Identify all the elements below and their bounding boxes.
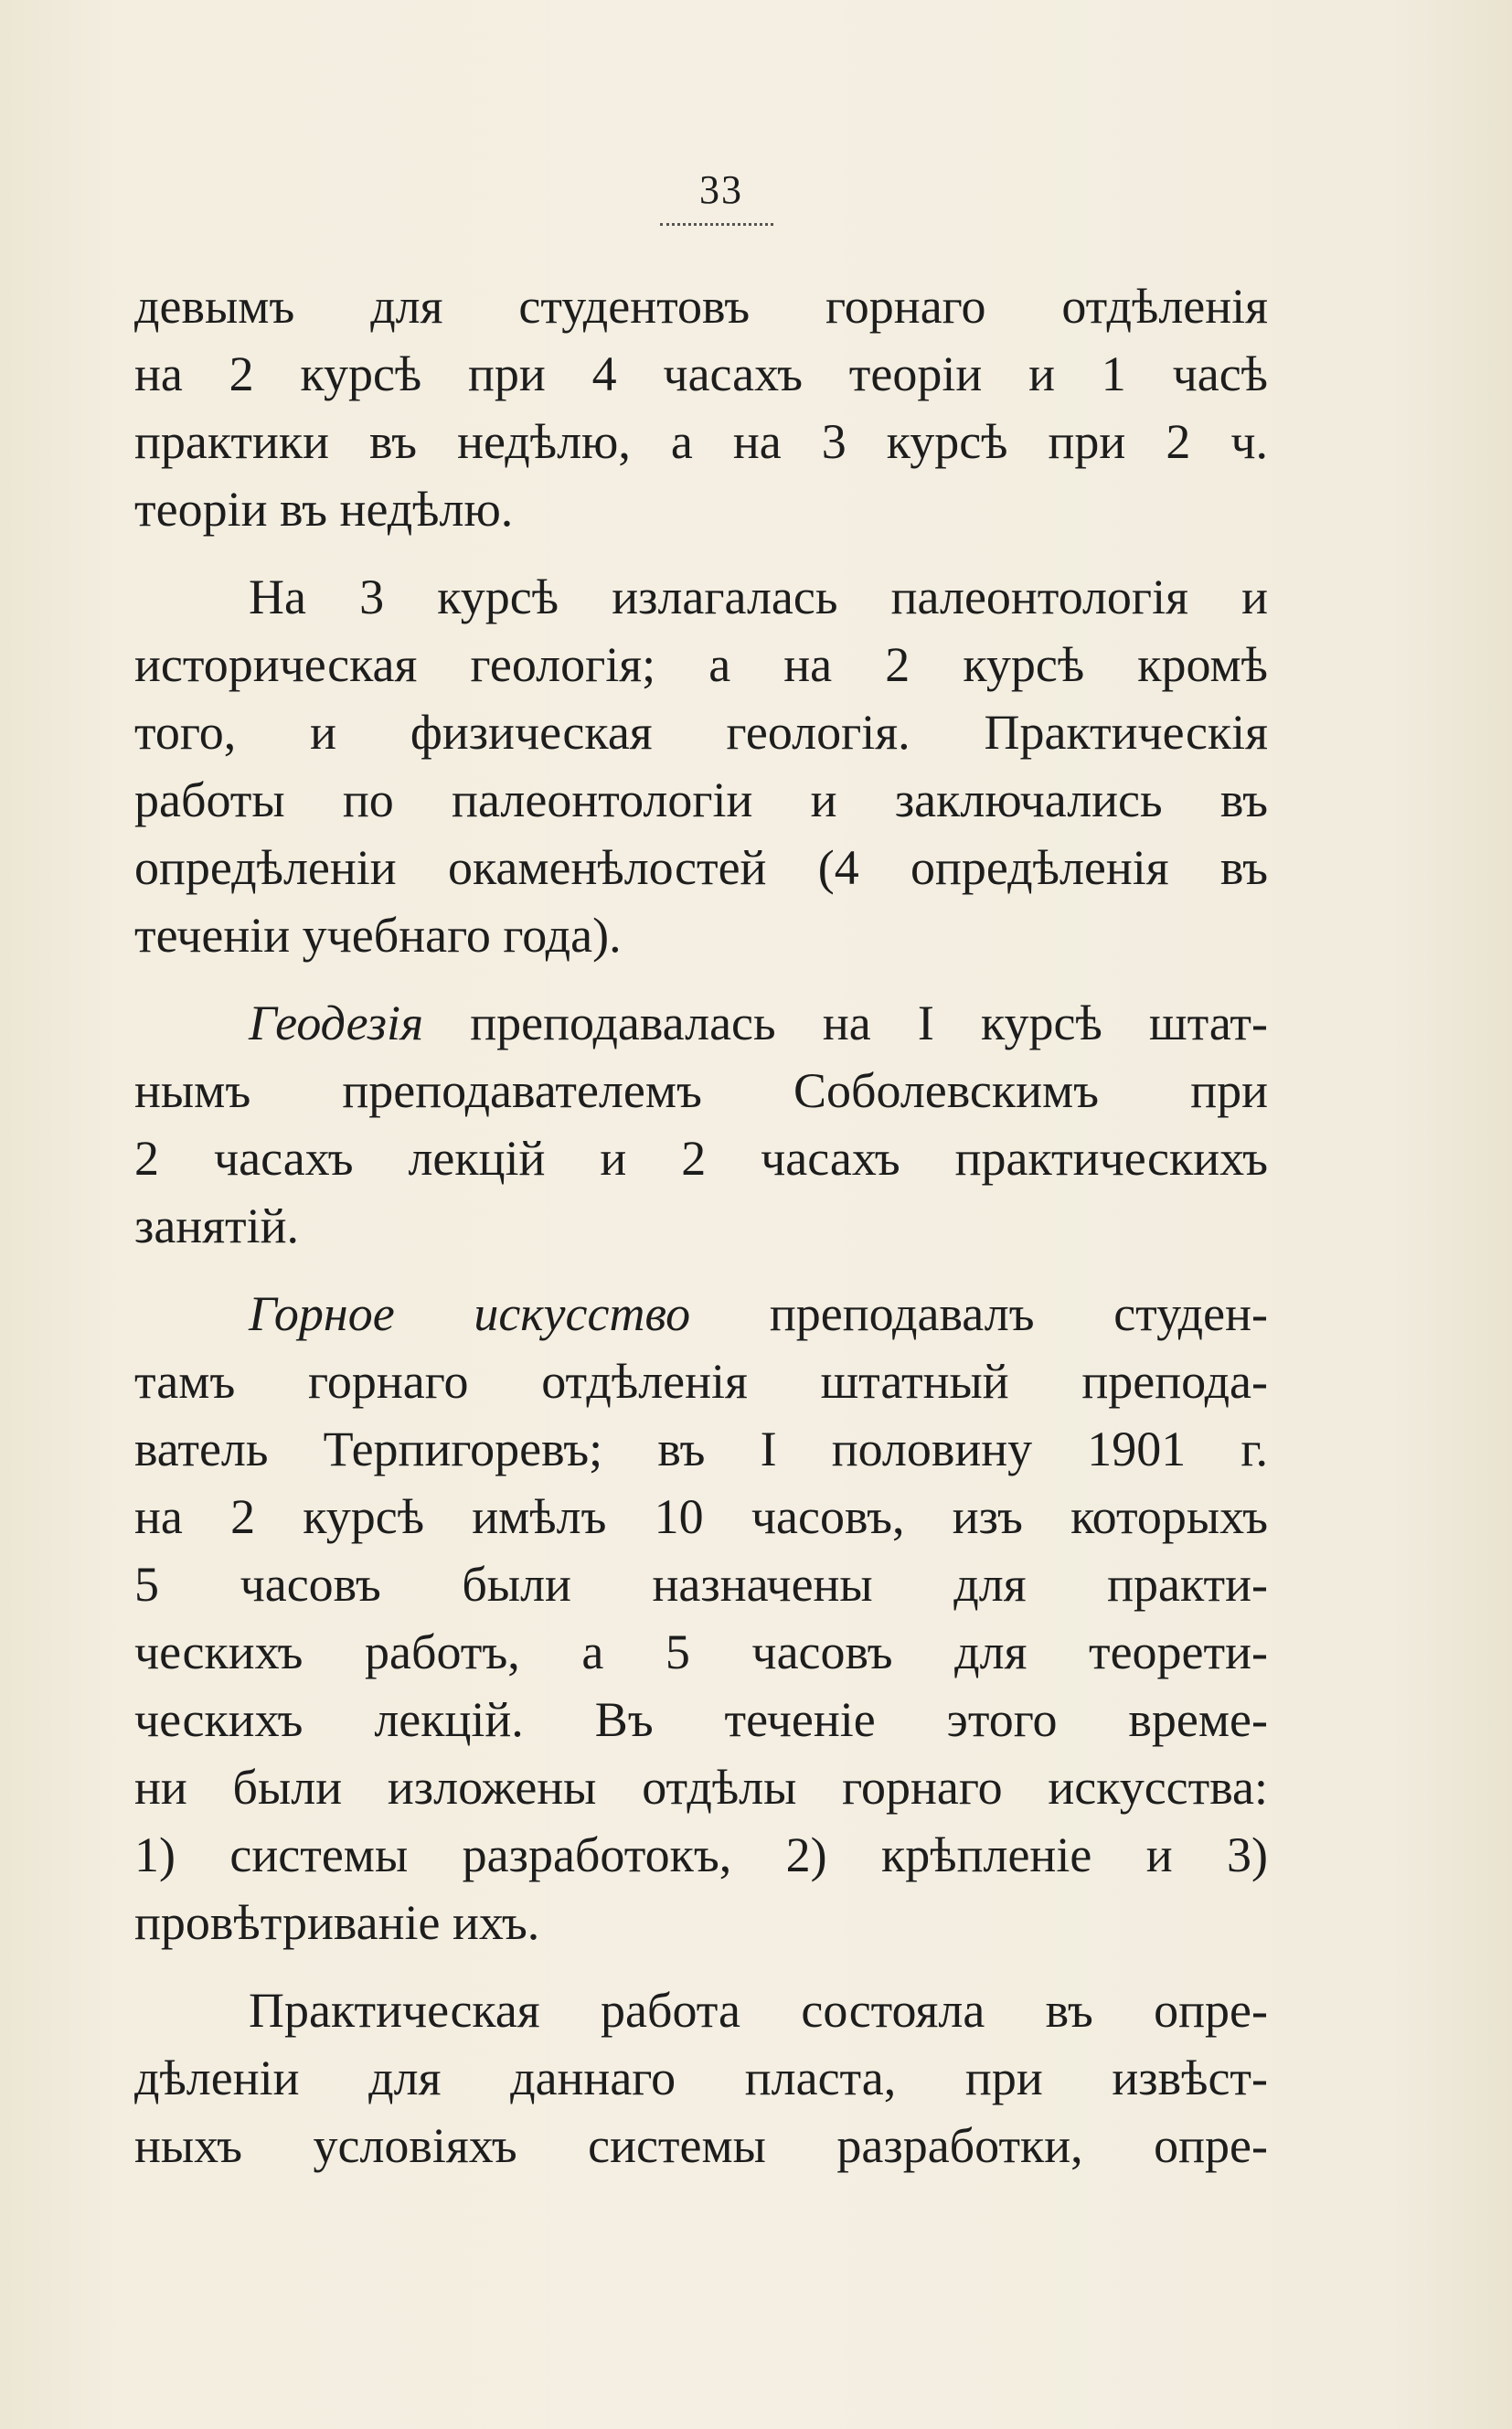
text-line: нымъ преподавателемъ Соболевскимъ при bbox=[134, 1063, 1268, 1118]
text-line: на 2 курсѣ при 4 часахъ теоріи и 1 часѣ bbox=[134, 346, 1268, 401]
text-line bbox=[134, 989, 1268, 1057]
text-line: историческая геологія; а на 2 курсѣ кромѣ bbox=[134, 637, 1268, 692]
text-line: 2 часахъ лекцій и 2 часахъ практическихъ bbox=[134, 1131, 1268, 1186]
text-line: ныхъ условіяхъ системы разработки, опре- bbox=[134, 2118, 1268, 2173]
text-line: работы по палеонтологіи и заключались въ bbox=[134, 772, 1268, 827]
paragraph-4 bbox=[134, 1280, 1268, 1956]
text-line: опредѣленіи окаменѣлостей (4 опредѣленія въ bbox=[134, 840, 1268, 895]
paragraph-5 bbox=[134, 1976, 1268, 2179]
paragraph-2 bbox=[134, 563, 1268, 969]
body-text bbox=[134, 272, 1268, 2179]
text-line: тамъ горнаго отдѣленія штатный препода- bbox=[134, 1354, 1268, 1409]
text-line: провѣтриваніе ихъ. bbox=[134, 1895, 540, 1950]
paragraph-3 bbox=[134, 989, 1268, 1260]
text-line: дѣленіи для даннаго пласта, при извѣст- bbox=[134, 2051, 1268, 2105]
paragraph-1 bbox=[134, 272, 1268, 543]
text-line bbox=[134, 1280, 1268, 1348]
text-line: теоріи въ недѣлю. bbox=[134, 482, 514, 537]
italic-heading-mining: Горное искусство bbox=[249, 1286, 691, 1341]
text-line: на 2 курсѣ имѣлъ 10 часовъ, изъ которыхъ bbox=[134, 1489, 1268, 1544]
text-line-rest: преподавалъ студен- bbox=[769, 1286, 1268, 1341]
text-line: 5 часовъ были назначены для практи- bbox=[134, 1557, 1268, 1612]
text-line: ватель Терпигоревъ; въ I половину 1901 г. bbox=[134, 1422, 1268, 1476]
page-number: 33 bbox=[699, 167, 743, 212]
text-line: того, и физическая геологія. Практическія bbox=[134, 705, 1268, 760]
text-line: занятій. bbox=[134, 1199, 300, 1253]
text-line: практики въ недѣлю, а на 3 курсѣ при 2 ч. bbox=[134, 414, 1268, 469]
text-line-rest: преподавалась на I курсѣ штат- bbox=[470, 996, 1268, 1050]
text-line: девымъ для студентовъ горнаго отдѣленія bbox=[134, 279, 1268, 334]
italic-heading-geodesy: Геодезія bbox=[249, 996, 424, 1050]
text-line: ческихъ работъ, а 5 часовъ для теорети- bbox=[134, 1625, 1268, 1679]
text-line: ческихъ лекцій. Въ теченіе этого време- bbox=[134, 1692, 1268, 1747]
page-number-rule bbox=[660, 223, 773, 226]
text-line: На 3 курсѣ излагалась палеонтологія и bbox=[249, 570, 1268, 624]
text-line: Практическая работа состояла въ опре- bbox=[249, 1983, 1268, 2038]
text-line: теченіи учебнаго года). bbox=[134, 908, 622, 963]
text-line: ни были изложены отдѣлы горнаго искусства: bbox=[134, 1760, 1268, 1815]
text-line: 1) системы разработокъ, 2) крѣпленіе и 3) bbox=[134, 1827, 1268, 1882]
